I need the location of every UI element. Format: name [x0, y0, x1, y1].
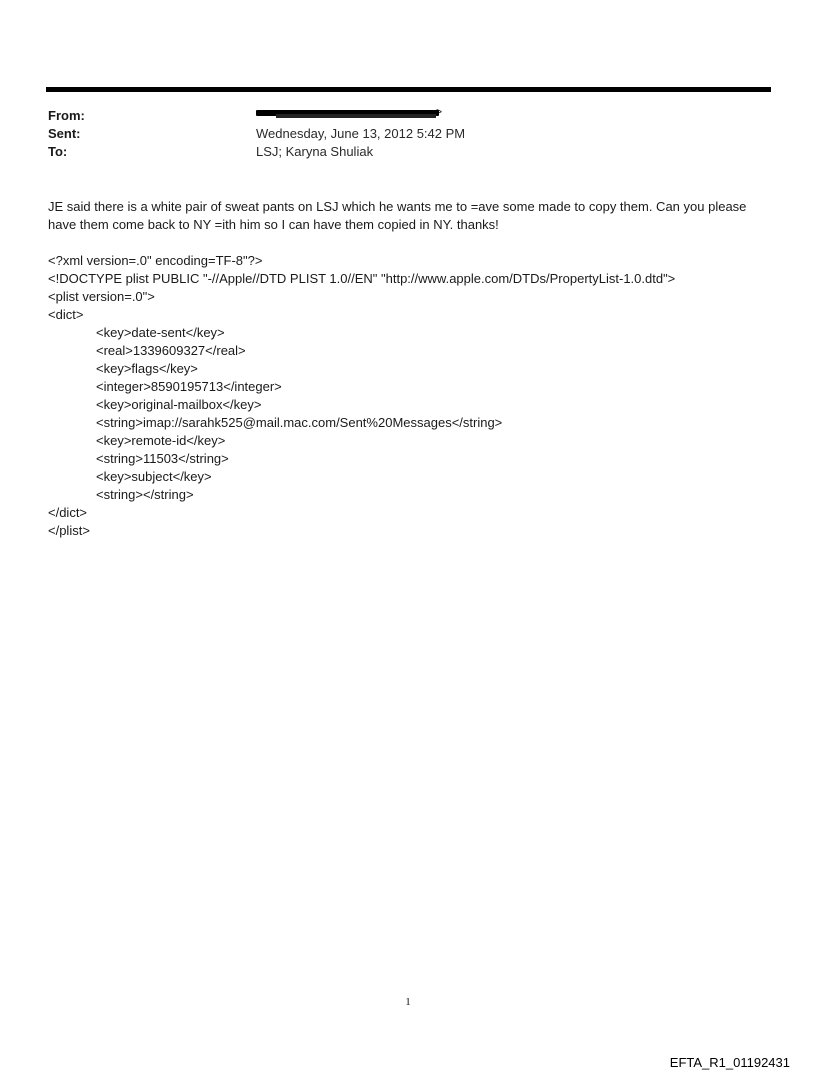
- plist-line: <key>flags</key>: [96, 361, 198, 376]
- plist-line: <key>remote-id</key>: [96, 433, 226, 448]
- from-row: [48, 107, 748, 125]
- redaction-mark: [256, 107, 442, 120]
- sent-label: Sent:: [48, 126, 81, 141]
- to-label: To:: [48, 144, 68, 159]
- redaction-tail: >: [436, 107, 442, 118]
- plist-line: <plist version=.0">: [48, 289, 155, 304]
- plist-line: <string>11503</string>: [96, 451, 229, 466]
- message-body: JE said there is a white pair of sweat pants on LSJ which he wants me to =ave some made to copy them. Can you please have them come back to NY =ith him so I can have them copied in NY. thanks!: [48, 199, 747, 232]
- plist-line: <string></string>: [96, 487, 194, 502]
- plist-block: [48, 252, 768, 540]
- sent-row: [48, 125, 748, 143]
- plist-line: <integer>8590195713</integer>: [96, 379, 282, 394]
- plist-line: </dict>: [48, 505, 88, 520]
- from-value: [256, 107, 748, 125]
- plist-line: </plist>: [48, 523, 90, 538]
- page-number: 1: [405, 996, 411, 1008]
- from-label: From:: [48, 108, 85, 123]
- to-row: [48, 143, 748, 161]
- plist-line: <dict>: [48, 307, 84, 322]
- to-value: LSJ; Karyna Shuliak: [256, 144, 374, 159]
- plist-line: <string>imap://sarahk525@mail.mac.com/Sent%20Messages</string>: [96, 415, 503, 430]
- plist-line: <key>original-mailbox</key>: [96, 397, 262, 412]
- plist-line: <?xml version=.0" encoding=TF-8"?>: [48, 253, 263, 268]
- email-header: [48, 107, 748, 161]
- sent-value: Wednesday, June 13, 2012 5:42 PM: [256, 126, 466, 141]
- document-id: EFTA_R1_01192431: [669, 1055, 790, 1070]
- top-rule: [46, 87, 771, 92]
- plist-line: <key>subject</key>: [96, 469, 212, 484]
- plist-line: <real>1339609327</real>: [96, 343, 246, 358]
- plist-line: <!DOCTYPE plist PUBLIC "-//Apple//DTD PLIST 1.0//EN" "http://www.apple.com/DTDs/PropertyList-1.0.dtd">: [48, 271, 676, 286]
- plist-line: <key>date-sent</key>: [96, 325, 225, 340]
